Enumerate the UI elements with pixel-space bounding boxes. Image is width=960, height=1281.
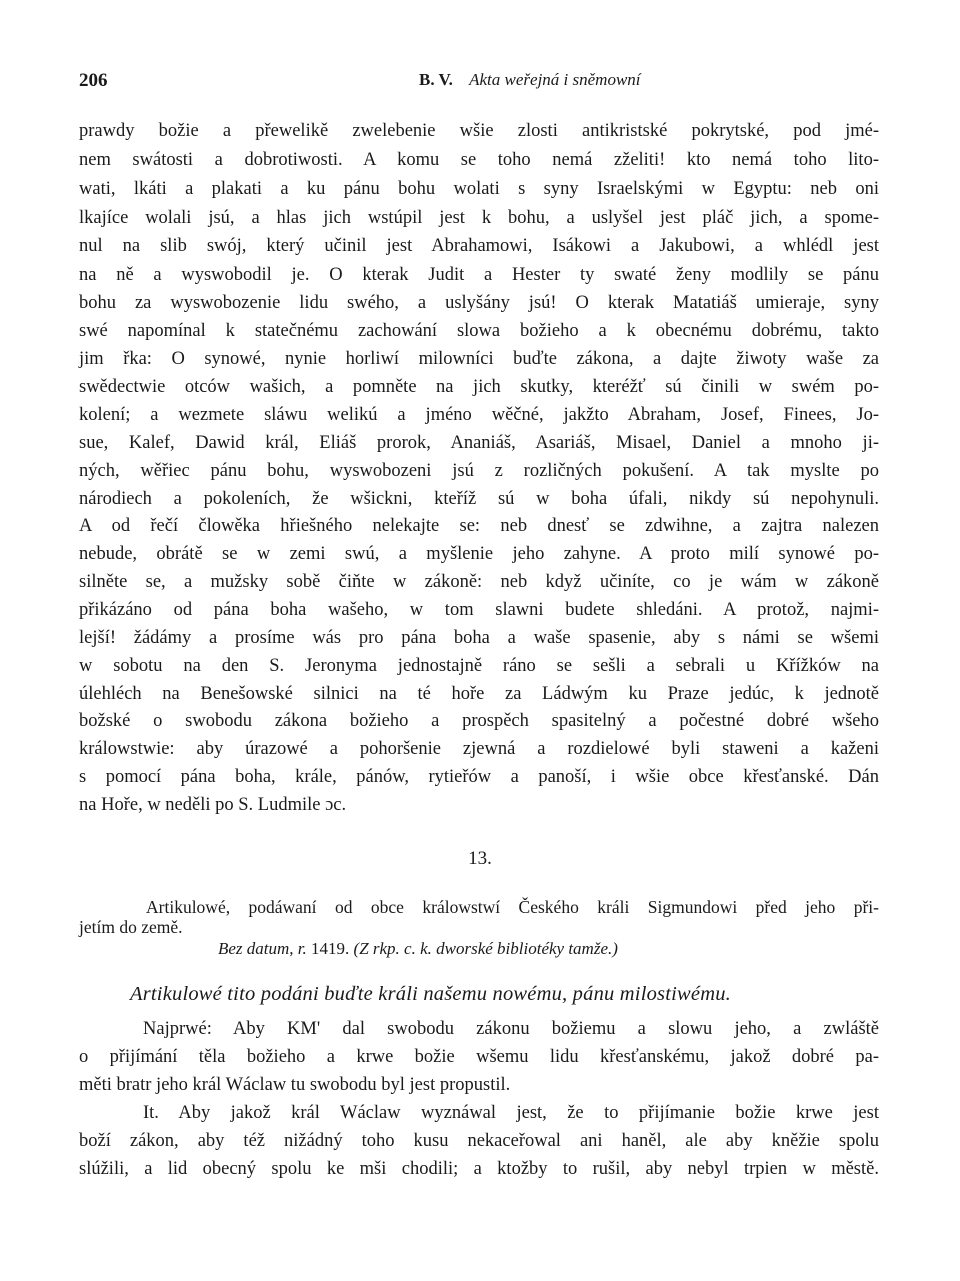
body-line: wati, lkáti a plakati a ku pánu bohu wolati s syny Israelskými w Egyptu: neb oni <box>79 179 879 199</box>
body-line: jim řka: O synowé, nynie horliwí milowníci buďte zákona, a dajte žiwoty waše za <box>79 349 879 369</box>
page-header <box>79 70 879 100</box>
article-line: slúžili, a lid obecný spolu ke mši chodili; a ktožby to rušil, aby nebyl trpien w městě. <box>79 1159 879 1179</box>
body-line: prawdy božie a přewelikě zwelebenie wšie zlosti antikristské pokrytské, pod jmé- <box>79 121 879 141</box>
body-line: lkajíce wolali jsú, a hlas jich wstúpil jest k bohu, a uslyšel jest pláč jich, a spome- <box>79 208 879 228</box>
article-line: o přijímání těla božieho a krwe božie wšemu lidu křesťanskému, jakož dobré pa- <box>79 1047 879 1067</box>
dating-line <box>218 939 618 959</box>
article-line: boží zákon, aby též nižádný toho kusu nekaceřowal ani haněl, ale aby kněžie spolu <box>79 1131 879 1151</box>
series-label: B. V. <box>419 70 453 89</box>
article-line: měti bratr jeho král Wáclaw tu swobodu byl jest propustil. <box>79 1075 511 1095</box>
body-line: úlehléch na Benešowské silnici na té hoře za Ládwým ku Praze jedúc, k jednotě <box>79 684 879 704</box>
running-title: Akta weřejná i sněmowní <box>469 70 641 89</box>
body-line: na ně a wyswobodil je. O kterak Judit a Hester ty swaté ženy modlily se pánu <box>79 265 879 285</box>
body-line: w sobotu na den S. Jeronyma jednostajně ráno se sešli a sebrali u Křížków na <box>79 656 879 676</box>
body-line: bohu za wyswobozenie lidu swého, a uslyšány jsú! O kterak Matatiáš umieraje, syny <box>79 293 879 313</box>
document-title-line: jetím do země. <box>79 917 183 937</box>
body-line: přikázáno od pána boha wašeho, w tom slawni budete shledáni. A protož, najmi- <box>79 600 879 620</box>
article-line: Najprwé: Aby KM' dal swobodu zákonu božiemu a slowu jeho, a zwláště <box>143 1019 879 1039</box>
body-line: ných, wěřiec pánu bohu, wyswobozeni jsú z rozličných pokušení. A tak myslte po <box>79 461 879 481</box>
body-line: A od řečí člowěka hřiešného nelekajte se: neb dnesť se zdwihne, a zajtra nalezen <box>79 516 879 536</box>
article-line: It. Aby jakož král Wáclaw wyznáwal jest, že to přijímanie božie krwe jest <box>143 1103 879 1123</box>
body-line: na Hoře, w neděli po S. Ludmile ɔc. <box>79 795 347 815</box>
body-line: národiech a pokoleních, že wšickni, kteříž sú w boha úfali, nikdy sú nepohynuli. <box>79 489 879 509</box>
body-line: králowstwie: aby úrazowé a pohoršenie zjewná a rozdielowé byli staweni a kaženi <box>79 739 879 759</box>
dating-prefix: Bez datum, r. <box>218 939 307 958</box>
page-number: 206 <box>79 70 108 91</box>
running-header <box>419 70 641 90</box>
document-number: 13. <box>468 848 492 869</box>
body-line: kolení; a wezmete sláwu welikú a jméno wěčné, jakžto Abraham, Josef, Finees, Jo- <box>79 405 879 425</box>
body-line: nul na slib swój, který učinil jest Abrahamowi, Isákowi a Jakubowi, a whlédl jest <box>79 236 879 256</box>
body-line: silněte se, a mužsky sobě čiňte w zákoně: neb když učiníte, co je wám w zákoně <box>79 572 879 592</box>
body-line: lejší! žádámy a prosíme wás pro pána boha a waše spasenie, aby s námi se wšemi <box>79 628 879 648</box>
body-line: božské o swobodu zákona božieho a prospěch spasitelný a počestné dobré wšeho <box>79 711 879 731</box>
dating-source: (Z rkp. c. k. dworské bibliotéky tamže.) <box>353 939 618 958</box>
dating-year: 1419. <box>311 939 350 958</box>
articles-heading: Artikulowé tito podáni buďte králi našemu nowému, pánu milostiwému. <box>130 983 731 1005</box>
body-line: swědectwie otców wašich, a pomněte na jich skutky, kteréžť sú činili w swém po- <box>79 377 879 397</box>
body-line: s pomocí pána boha, krále, pánów, rytieřów a panoší, i wšie obce křesťanské. Dán <box>79 767 879 787</box>
body-line: sue, Kalef, Dawid král, Eliáš prorok, Ananiáš, Asariáš, Misael, Daniel a mnoho ji- <box>79 433 879 453</box>
document-title-line: Artikulowé, podáwaní od obce králowstwí Českého králi Sigmundowi před jeho při- <box>146 897 879 917</box>
body-line: swé napomínal k statečnému zachowání slowa božieho a k obecnému dobrému, takto <box>79 321 879 341</box>
body-line: nem swátosti a dobrotiwosti. A komu se toho nemá zželiti! kto nemá toho lito- <box>79 150 879 170</box>
body-line: nebude, obrátě se w zemi swú, a myšlenie jeho zahyne. A proto milí synowé po- <box>79 544 879 564</box>
